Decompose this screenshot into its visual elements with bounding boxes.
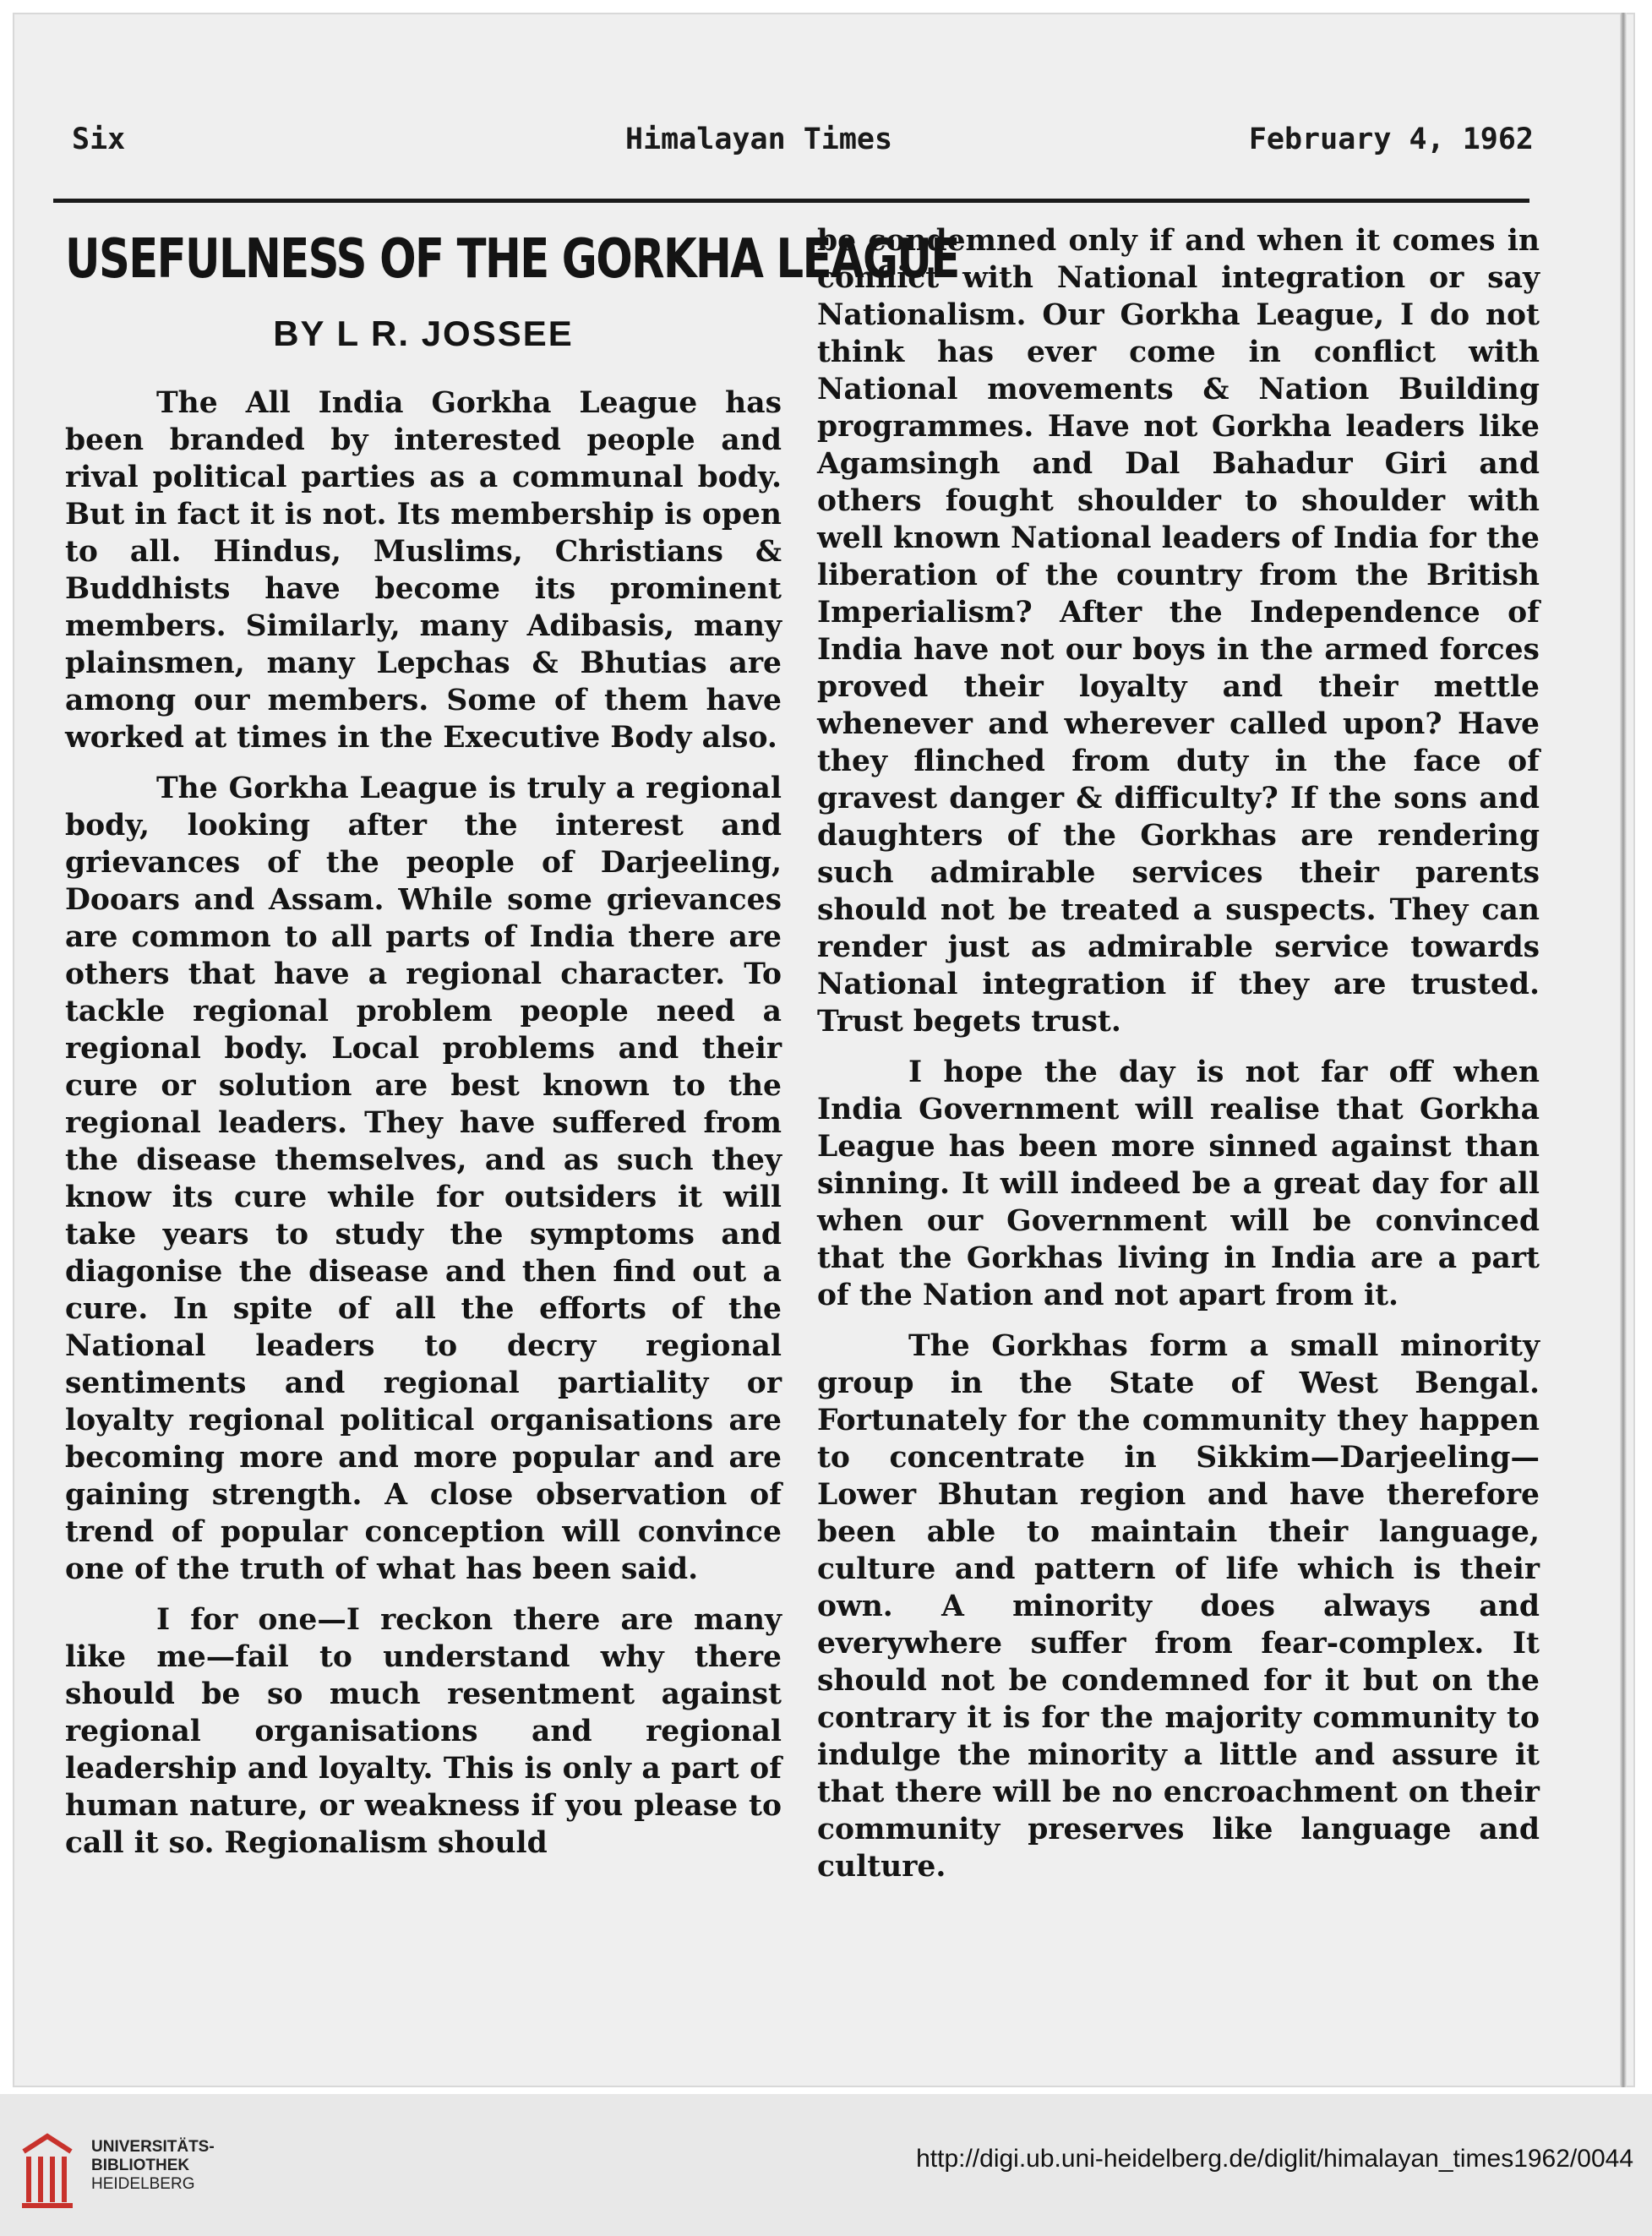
left-column <box>65 226 959 1875</box>
page-edge-shadow <box>1620 13 1627 2087</box>
library-name-line: HEIDELBERG <box>91 2175 195 2193</box>
header-rule <box>53 199 1529 203</box>
scanned-page <box>13 13 1635 2087</box>
issue-date: February 4, 1962 <box>1248 123 1534 156</box>
heidelberg-library-logo-icon <box>17 2126 78 2211</box>
article-headline: USEFULNESS OF THE GORKHA LEAGUE <box>65 228 959 291</box>
paragraph: I for one—I reckon there are many like me—fail to understand why there should be so much resentment against regional organisations and regional leadership and loyalty. This is only a part of human nature, or weakness if you please to call it so. Regionalism should <box>65 1603 782 1860</box>
digitization-footer <box>0 2094 1652 2236</box>
running-head <box>72 123 1534 165</box>
library-name-line: BIBLIOTHEK <box>91 2157 190 2174</box>
page-number: Six <box>72 123 126 156</box>
paragraph: The Gorkhas form a small minority group in the State of West Bengal. Fortunately for the community they happen to concentrate in Sikkim—Darjeeling—Lower Bhutan region and have therefore been able to maintain their language, culture and pattern of life which is their own. A minority does always and everywhere suffer from fear-complex. It should not be condemned for it but on the contrary it is for the majority community to indulge the minority a little and assure it that there will be no encroachment on their community preserves like language and culture. <box>817 1329 1540 1884</box>
library-name-line: UNIVERSITÄTS- <box>91 2138 215 2156</box>
source-url-link[interactable]: http://digi.ub.uni-heidelberg.de/diglit/himalayan_times1962/0044 <box>916 2145 1633 2173</box>
library-name <box>91 2138 215 2194</box>
paragraph: The All India Gorkha League has been branded by interested people and rival political parties as a communal body. But in fact it is not. Its membership is open to all. Hindus, Muslims, Christians & Buddhists have become its prominent members. Similarly, many Adibasis, many plainsmen, many Lepchas & Bhutias are among our members. Some of them have worked at times in the Executive Body also. <box>65 386 782 755</box>
article-byline: BY L R. JOSSEE <box>273 314 574 353</box>
paragraph: be condemned only if and when it comes in conflict with National integration or say Nationalism. Our Gorkha League, I do not think has ever come in conflict with National movements & Nation Building programmes. Have not Gorkha leaders like Agamsingh and Dal Bahadur Giri and others fought shoulder to shoulder with well known National leaders of India for the liberation of the country from the British Imperialism? After the Independence of India have not our boys in the armed forces proved their loyalty and their mettle whenever and wherever called upon? Have they flinched from duty in the face of gravest danger & difficulty? If the sons and daughters of the Gorkhas are rendering such admirable services their parents should not be treated a suspects. They can render just as admirable service towards National integration if they are trusted. Trust begets trust. <box>817 224 1540 1039</box>
publication-name: Himalayan Times <box>625 123 893 156</box>
right-column <box>817 222 1540 1899</box>
paragraph: I hope the day is not far off when India Government will realise that Gorkha League has been more sinned against than sinning. It will indeed be a great day for all when our Government will be convinced that the Gorkhas living in India are a part of the Nation and not apart from it. <box>817 1055 1540 1312</box>
paragraph: The Gorkha League is truly a regional body, looking after the interest and grievances of the people of Darjeeling, Dooars and Assam. While some grievances are common to all parts of India there are others that have a regional character. To tackle regional problem people need a regional body. Local problems and their cure or solution are best known to the regional leaders. They have suffered from the disease themselves, and as such they know its cure while for outsiders it will take years to study the symptoms and diagonise the disease and then find out a cure. In spite of all the efforts of the National leaders to decry regional sentiments and regional partiality or loyalty regional political organisations are becoming more and more popular and are gaining strength. A close observation of trend of popular conception will convince one of the truth of what has been said. <box>65 772 782 1586</box>
